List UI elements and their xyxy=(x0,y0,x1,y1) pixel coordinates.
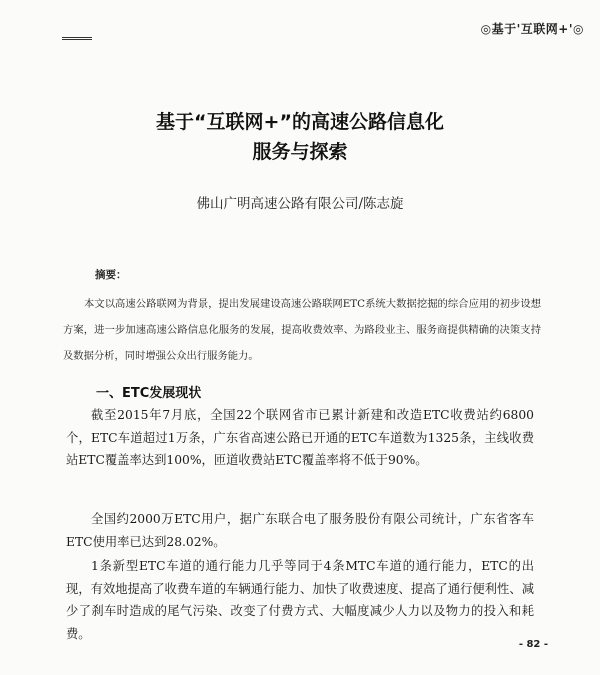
body-paragraph: 1条新型ETC车道的通行能力几乎等同于4条MTC车道的通行能力，ETC的出现，有效地提高了收费车道的车辆通行能力、加快了收费速度、提高了通行便利性、减少了刹车时造成的尾气污染、改变了付费方式、大幅度减少人力以及物力的投入和耗费。 xyxy=(66,559,534,641)
article-title-line1: 基于“互联网+”的高速公路信息化 xyxy=(156,111,444,133)
article-title-line2: 服务与探索 xyxy=(252,141,348,163)
abstract-label: 摘要： xyxy=(95,269,127,281)
section-heading: 一、ETC发展现状 xyxy=(96,386,202,401)
running-head: ◎基于'互联网+'◎ xyxy=(480,22,584,36)
abstract-text: 本文以高速公路联网为背景，提出发展建设高速公路联网ETC系统大数据挖掘的综合应用的初步设想方案，进一步加速高速公路信息化服务的发展，提高收费效率、为路段业主、服务商提供精确的决策支持及数据分析，同时增强公众出行服务能力。 xyxy=(63,298,541,362)
body-paragraph: 全国约2000万ETC用户，据广东联合电了服务股份有限公司统计，广东省客车ETC使用率已达到28.02%。 xyxy=(66,512,534,549)
body-paragraph: 截至2015年7月底，全国22个联网省市已累计新建和改造ETC收费站约6800个，ETC车道超过1万条，广东省高速公路已开通的ETC车道数为1325条，主线收费站ETC覆盖率达到100%，匝道收费站ETC覆盖率将不低于90%。 xyxy=(66,408,534,467)
author-affiliation: 佛山广明高速公路有限公司/陈志旋 xyxy=(196,196,404,212)
page-number: - 82 - xyxy=(518,639,548,650)
header-rule-secondary xyxy=(62,39,92,40)
header-rule xyxy=(62,37,92,38)
